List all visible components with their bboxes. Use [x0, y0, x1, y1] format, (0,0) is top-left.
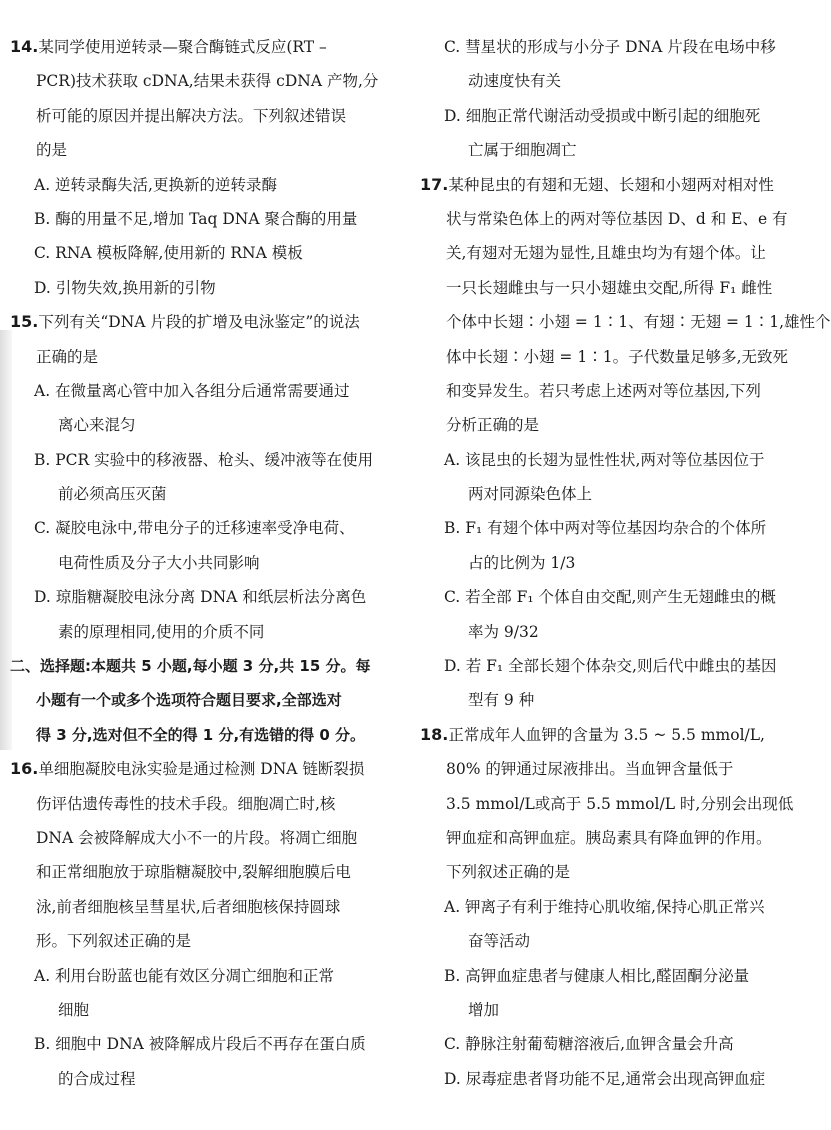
- question-number: 17.: [420, 174, 449, 194]
- question-15-line-2: 正确的是: [36, 347, 99, 366]
- q16-option-c-1: C. 彗星状的形成与小分子 DNA 片段在电场中移: [444, 38, 776, 56]
- question-18-line-1: [420, 718, 782, 752]
- q15-option-b-2: 前必须高压灭菌: [58, 485, 167, 504]
- question-17-line-4: 一只长翅雌虫与一只小翅雄虫交配,所得 F₁ 雌性: [446, 278, 773, 297]
- q17-option-a-2: 两对同源染色体上: [468, 485, 593, 504]
- q18-option-b-2: 增加: [468, 1000, 500, 1019]
- question-18-line-3: 3.5 mmol/L或高于 5.5 mmol/L 时,分别会出现低: [446, 794, 794, 813]
- section-heading-line-3: 得 3 分,选对但不全的得 1 分,有选错的得 0 分。: [36, 725, 366, 744]
- question-17-line-3: 关,有翅对无翅为显性,且雄虫均为有翅个体。让: [446, 244, 766, 263]
- question-17-line-2: 状与常染色体上的两对等位基因 D、d 和 E、e 有: [446, 209, 788, 228]
- question-15-line-1: [10, 305, 388, 339]
- question-18-line-2: 80% 的钾通过尿液排出。当血钾含量低于: [446, 760, 734, 779]
- q18-option-a-1: A. 钾离子有利于维持心肌收缩,保持心肌正常兴: [444, 897, 765, 916]
- q17-option-c-1: C. 若全部 F₁ 个体自由交配,则产生无翅雌虫的概: [444, 588, 776, 607]
- question-14-line-3: 析可能的原因并提出解决方法。下列叙述错误: [36, 106, 347, 125]
- q15-option-a-1: A. 在微量离心管中加入各组分后通常需要通过: [34, 381, 350, 400]
- q17-option-d-1: D. 若 F₁ 全部长翅个体杂交,则后代中雌虫的基因: [444, 657, 777, 676]
- q15-option-d-1: D. 琼脂糖凝胶电泳分离 DNA 和纸层析法分离色: [34, 588, 367, 607]
- question-number: 14.: [10, 37, 39, 56]
- question-14-line-4: 的是: [36, 141, 68, 160]
- question-text: 单细胞凝胶电泳实验是通过检测 DNA 链断裂损: [38, 760, 365, 779]
- question-17-line-8: 分析正确的是: [446, 416, 540, 435]
- question-number: 15.: [10, 312, 39, 332]
- q15-option-c-2: 电荷性质及分子大小共同影响: [58, 553, 260, 572]
- question-text: 正常成年人血钾的含量为 3.5 ~ 5.5 mmol/L,: [448, 725, 765, 744]
- question-17-line-1: [420, 168, 782, 202]
- q16-option-c-2: 动速度快有关: [468, 72, 562, 91]
- question-18-line-4: 钾血症和高钾血症。胰岛素具有降血钾的作用。: [446, 828, 772, 847]
- question-16-line-5: 泳,前者细胞核呈彗星状,后者细胞核保持圆球: [36, 897, 341, 916]
- q15-option-d-2: 素的原理相同,使用的介质不同: [58, 622, 265, 641]
- question-16-line-6: 形。下列叙述正确的是: [36, 932, 192, 951]
- q14-option-d: D. 引物失效,换用新的引物: [34, 278, 216, 297]
- q15-option-b-1: B. PCR 实验中的移液器、枪头、缓冲液等在使用: [34, 450, 374, 469]
- q16-option-a-1: A. 利用台盼蓝也能有效区分凋亡细胞和正常: [34, 966, 335, 985]
- question-16-line-4: 和正常细胞放于琼脂糖凝胶中,裂解细胞膜后电: [36, 863, 351, 882]
- q17-option-b-1: B. F₁ 有翅个体中两对等位基因均杂合的个体所: [444, 519, 767, 538]
- question-14-line-2: PCR)技术获取 cDNA,结果未获得 cDNA 产物,分: [36, 72, 379, 91]
- question-text: 下列有关“DNA 片段的扩增及电泳鉴定”的说法: [38, 313, 360, 332]
- question-16-line-2: 伤评估遗传毒性的技术手段。细胞凋亡时,核: [36, 794, 336, 813]
- q15-option-c-1: C. 凝胶电泳中,带电分子的迁移速率受净电荷、: [34, 519, 355, 538]
- section-heading-line-1: 二、选择题:本题共 5 小题,每小题 3 分,共 15 分。每: [10, 657, 371, 676]
- question-18-line-5: 下列叙述正确的是: [446, 863, 571, 882]
- section-heading-line-2: 小题有一个或多个选项符合题目要求,全部选对: [36, 691, 342, 710]
- q16-option-d-2: 亡属于细胞凋亡: [468, 141, 577, 160]
- q16-option-d-1: D. 细胞正常代谢活动受损或中断引起的细胞死: [444, 106, 761, 125]
- question-14-line-1: [10, 30, 388, 64]
- q16-option-b-2: 的合成过程: [58, 1069, 136, 1088]
- q16-option-a-2: 细胞: [58, 1000, 90, 1019]
- q14-option-a: A. 逆转录酶失活,更换新的逆转录酶: [34, 175, 277, 194]
- q14-option-c: C. RNA 模板降解,使用新的 RNA 模板: [34, 244, 303, 263]
- q17-option-c-2: 率为 9/32: [468, 622, 539, 641]
- q18-option-d: D. 尿毒症患者肾功能不足,通常会出现高钾血症: [444, 1069, 766, 1088]
- right-column: [420, 30, 831, 1096]
- question-text: 某同学使用逆转录—聚合酶链式反应(RT –: [38, 38, 327, 56]
- q17-option-d-2: 型有 9 种: [468, 691, 535, 710]
- question-16-line-3: DNA 会被降解成大小不一的片段。将凋亡细胞: [36, 828, 358, 847]
- q18-option-b-1: B. 高钾血症患者与健康人相比,醛固酮分泌量: [444, 966, 750, 985]
- q16-option-b-1: B. 细胞中 DNA 被降解成片段后不再存在蛋白质: [34, 1035, 366, 1054]
- question-number: 16.: [10, 759, 39, 779]
- question-number: 18.: [420, 724, 449, 744]
- question-16-line-1: [10, 752, 388, 786]
- question-17-line-6: 体中长翅∶小翅 = 1∶1。子代数量足够多,无致死: [446, 347, 788, 366]
- q15-option-a-2: 离心来混匀: [58, 416, 136, 435]
- question-17-line-5: 个体中长翅∶小翅 = 1∶1、有翅∶无翅 = 1∶1,雄性个: [446, 313, 831, 332]
- q17-option-b-2: 占的比例为 1/3: [468, 553, 576, 572]
- q17-option-a-1: A. 该昆虫的长翅为显性性状,两对等位基因位于: [444, 450, 765, 469]
- question-text: 某种昆虫的有翅和无翅、长翅和小翅两对相对性: [448, 175, 774, 194]
- q14-option-b: B. 酶的用量不足,增加 Taq DNA 聚合酶的用量: [34, 209, 358, 228]
- left-column: [10, 30, 388, 1096]
- question-17-line-7: 和变异发生。若只考虑上述两对等位基因,下列: [446, 381, 761, 400]
- q18-option-a-2: 奋等活动: [468, 932, 531, 951]
- q18-option-c: C. 静脉注射葡萄糖溶液后,血钾含量会升高: [444, 1035, 734, 1054]
